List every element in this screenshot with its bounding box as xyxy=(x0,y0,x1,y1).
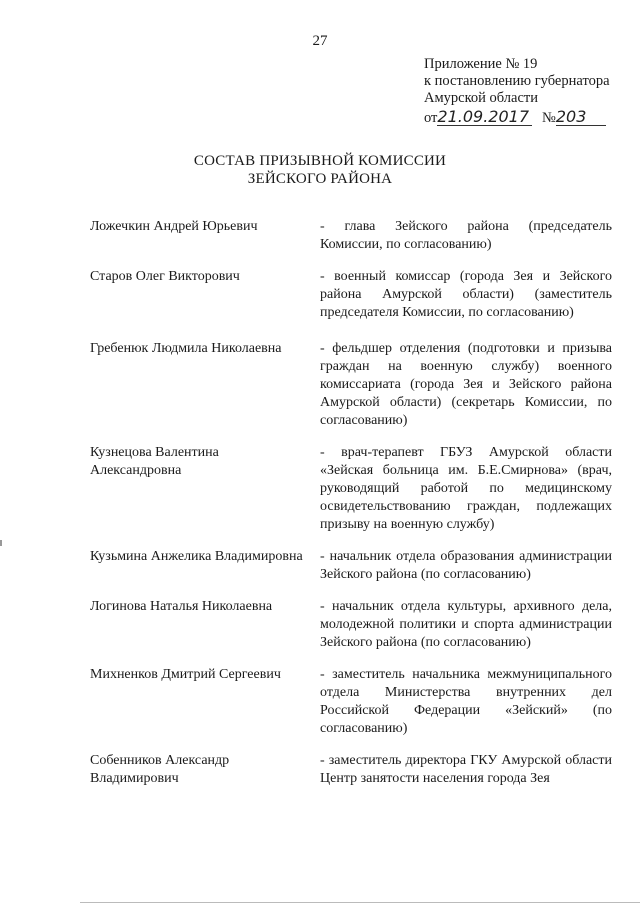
title-line-1: СОСТАВ ПРИЗЫВНОЙ КОМИССИИ xyxy=(193,153,447,169)
member-row xyxy=(90,218,612,254)
member-name: Старов Олег Викторович xyxy=(90,269,240,284)
member-row xyxy=(90,666,612,738)
member-name: Кузьмина Анжелика Владимировна xyxy=(90,549,303,564)
members-list xyxy=(90,218,612,788)
member-row xyxy=(90,752,612,788)
document-title xyxy=(0,152,640,188)
member-name: Кузнецова Валентина Александровна xyxy=(90,445,219,478)
member-role: - начальник отдела культуры, архивного дела, молодежной политики и спорта администрации Зейского района (по согласованию) xyxy=(320,599,612,650)
appendix-line-3: Амурской области xyxy=(424,90,538,106)
handwritten-date: 21.09.2017 xyxy=(437,108,532,126)
member-role: - военный комиссар (города Зея и Зейского района Амурской области) (заместитель председателя Комиссии, по согласованию) xyxy=(320,269,612,320)
member-role: - врач-терапевт ГБУЗ Амурской области «Зейская больница им. Б.Е.Смирнова» (врач, руководящий работой по медицинскому освидетельствованию граждан, подлежащих призыву на военную службу) xyxy=(320,445,612,532)
handwritten-number: 203 xyxy=(556,108,606,126)
member-name: Гребенюк Людмила Николаевна xyxy=(90,341,282,356)
member-role: - начальник отдела образования администрации Зейского района (по согласованию) xyxy=(320,549,612,582)
page-number: 27 xyxy=(312,33,328,49)
member-role: - фельдшер отделения (подготовки и призыва граждан на военную службу) военного комиссариата (города Зея и Зейского района Амурской области) (секретарь Комиссии, по согласованию) xyxy=(320,341,612,428)
scan-bottom-line xyxy=(80,902,640,903)
title-line-2: ЗЕЙСКОГО РАЙОНА xyxy=(247,171,393,187)
appendix-line-1: Приложение № 19 xyxy=(424,56,538,72)
member-name: Собенников Александр Владимирович xyxy=(90,753,230,786)
member-name: Михненков Дмитрий Сергеевич xyxy=(90,667,281,682)
appendix-block xyxy=(424,56,610,127)
appendix-line-2: к постановлению губернатора xyxy=(424,73,610,89)
number-prefix: № xyxy=(542,110,556,126)
member-role: - заместитель начальника межмуниципального отдела Министерства внутренних дел Российской Федерации «Зейский» (по согласованию) xyxy=(320,667,612,736)
member-row xyxy=(90,340,612,430)
member-row xyxy=(90,444,612,534)
appendix-date-number-line xyxy=(424,108,610,127)
scan-edge-mark xyxy=(0,540,2,546)
member-name: Логинова Наталья Николаевна xyxy=(90,599,273,614)
date-prefix: от xyxy=(424,110,438,126)
member-row xyxy=(90,268,612,322)
member-row xyxy=(90,548,612,584)
member-name: Ложечкин Андрей Юрьевич xyxy=(90,219,258,234)
member-role: - глава Зейского района (председатель Комиссии, по согласованию) xyxy=(320,219,612,252)
member-row xyxy=(90,598,612,652)
member-role: - заместитель директора ГКУ Амурской области Центр занятости населения города Зея xyxy=(320,753,612,786)
